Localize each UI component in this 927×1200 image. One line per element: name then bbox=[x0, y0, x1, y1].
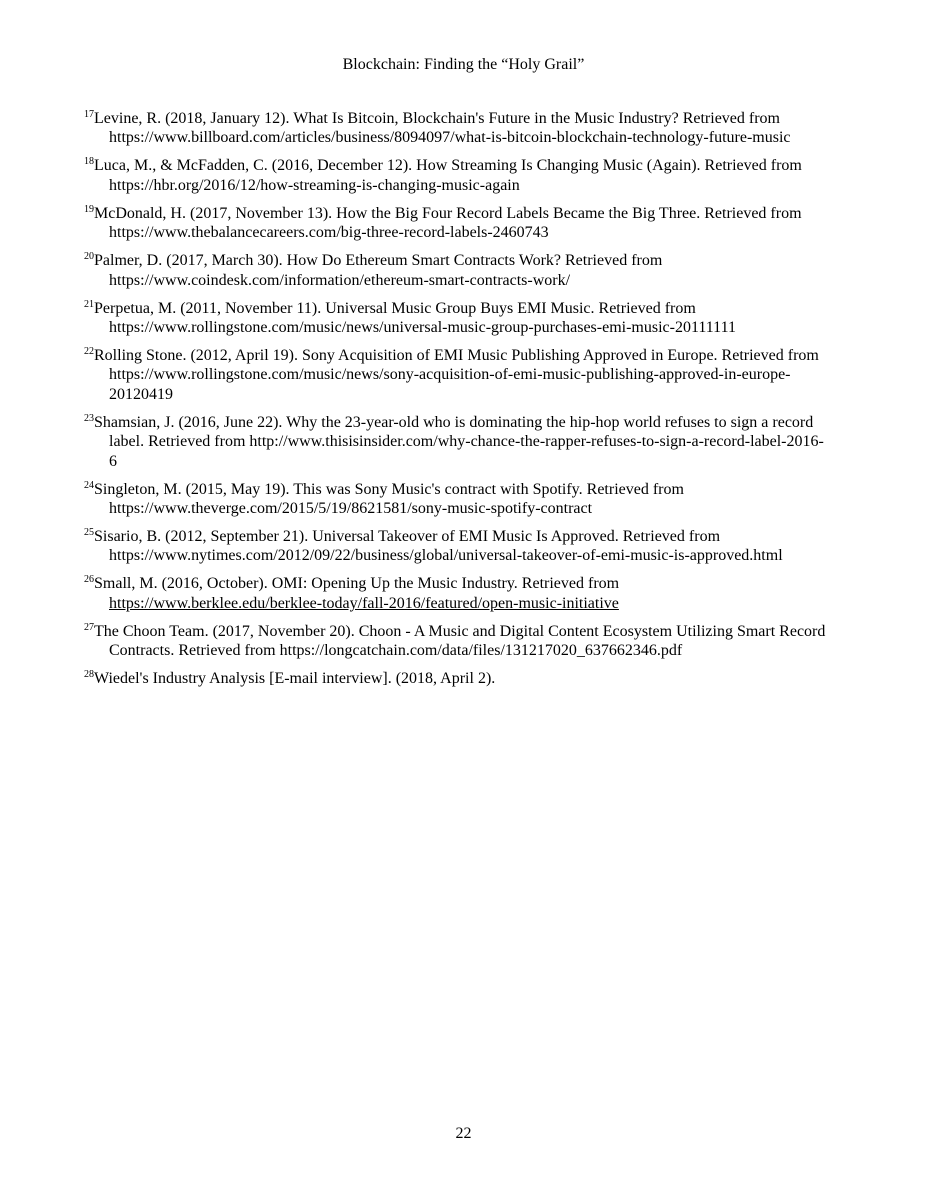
reference-text: McDonald, H. (2017, November 13). How the Big Four Record Labels Became the Big Three. Retrieved from https://www.thebalancecareers.com/big-three-record-labels-2460743 bbox=[94, 204, 802, 242]
footnote-number: 19 bbox=[84, 203, 94, 215]
footnote-number: 25 bbox=[84, 527, 94, 539]
footnote-number: 21 bbox=[84, 298, 94, 310]
reference-item bbox=[84, 299, 829, 338]
reference-text: Luca, M., & McFadden, C. (2016, December 12). How Streaming Is Changing Music (Again). Retrieved from https://hbr.org/2016/12/how-streaming-is-changing-music-again bbox=[94, 157, 802, 194]
footnote-number: 17 bbox=[84, 109, 94, 120]
reference-item bbox=[84, 574, 829, 613]
reference-text: Perpetua, M. (2011, November 11). Universal Music Group Buys EMI Music. Retrieved from https://www.rollingstone.com/music/news/universal-music-group-purchases-emi-music-20111111 bbox=[94, 299, 736, 337]
reference-item bbox=[84, 204, 829, 243]
reference-text: Sisario, B. (2012, September 21). Universal Takeover of EMI Music Is Approved. Retrieved from https://www.nytimes.com/2012/09/22/business/global/universal-takeover-of-emi-music-is-approved.html bbox=[94, 528, 783, 565]
page-number: 22 bbox=[455, 1125, 472, 1142]
reference-item bbox=[84, 156, 829, 195]
reference-url-link[interactable]: https://www.berklee.edu/berklee-today/fall-2016/featured/open-music-initiative bbox=[109, 594, 619, 612]
reference-text: Palmer, D. (2017, March 30). How Do Ethereum Smart Contracts Work? Retrieved from https://www.coindesk.com/information/ethereum-smart-contracts-work/ bbox=[94, 252, 663, 289]
reference-item bbox=[84, 669, 829, 688]
footnote-number: 20 bbox=[84, 251, 94, 263]
footnote-number: 18 bbox=[84, 156, 94, 168]
reference-text: Shamsian, J. (2016, June 22). Why the 23-year-old who is dominating the hip-hop world refuses to sign a record label. Retrieved from http://www.thisisinsider.com/why-chance-the-rapper-refuses-to-sign-a-record-label-2016-6 bbox=[94, 413, 824, 470]
reference-item bbox=[84, 413, 829, 471]
reference-text: Rolling Stone. (2012, April 19). Sony Acquisition of EMI Music Publishing Approved in Europe. Retrieved from https://www.rollingstone.com/music/news/sony-acquisition-of-emi-music-publishing-approved-in-europe-20120419 bbox=[94, 347, 819, 403]
reference-item bbox=[84, 251, 829, 290]
footnote-number: 26 bbox=[84, 574, 94, 586]
reference-item bbox=[84, 109, 829, 148]
reference-item bbox=[84, 346, 829, 404]
footnote-number: 22 bbox=[84, 346, 94, 358]
reference-item bbox=[84, 622, 829, 661]
reference-item bbox=[84, 527, 829, 566]
footnote-number: 23 bbox=[84, 412, 94, 424]
reference-item bbox=[84, 480, 829, 519]
reference-text: Wiedel's Industry Analysis [E-mail interview]. (2018, April 2). bbox=[94, 670, 496, 688]
reference-text: The Choon Team. (2017, November 20). Choon - A Music and Digital Content Ecosystem Utilizing Smart Record Contracts. Retrieved from https://longcatchain.com/data/files/131217020_637662346.pdf bbox=[94, 622, 826, 660]
reference-text: Small, M. (2016, October). OMI: Opening Up the Music Industry. Retrieved from bbox=[94, 575, 620, 593]
reference-list bbox=[84, 109, 829, 697]
footnote-number: 24 bbox=[84, 479, 94, 491]
footnote-number: 28 bbox=[84, 669, 94, 681]
footnote-number: 27 bbox=[84, 621, 94, 633]
running-header: Blockchain: Finding the “Holy Grail” bbox=[342, 56, 585, 73]
reference-text: Singleton, M. (2015, May 19). This was Sony Music's contract with Spotify. Retrieved from https://www.theverge.com/2015/5/19/8621581/sony-music-spotify-contract bbox=[94, 480, 684, 518]
reference-text: Levine, R. (2018, January 12). What Is Bitcoin, Blockchain's Future in the Music Industry? Retrieved from https://www.billboard.com/articles/business/8094097/what-is-bitcoin-blockchain-technology-future-music bbox=[94, 110, 791, 147]
